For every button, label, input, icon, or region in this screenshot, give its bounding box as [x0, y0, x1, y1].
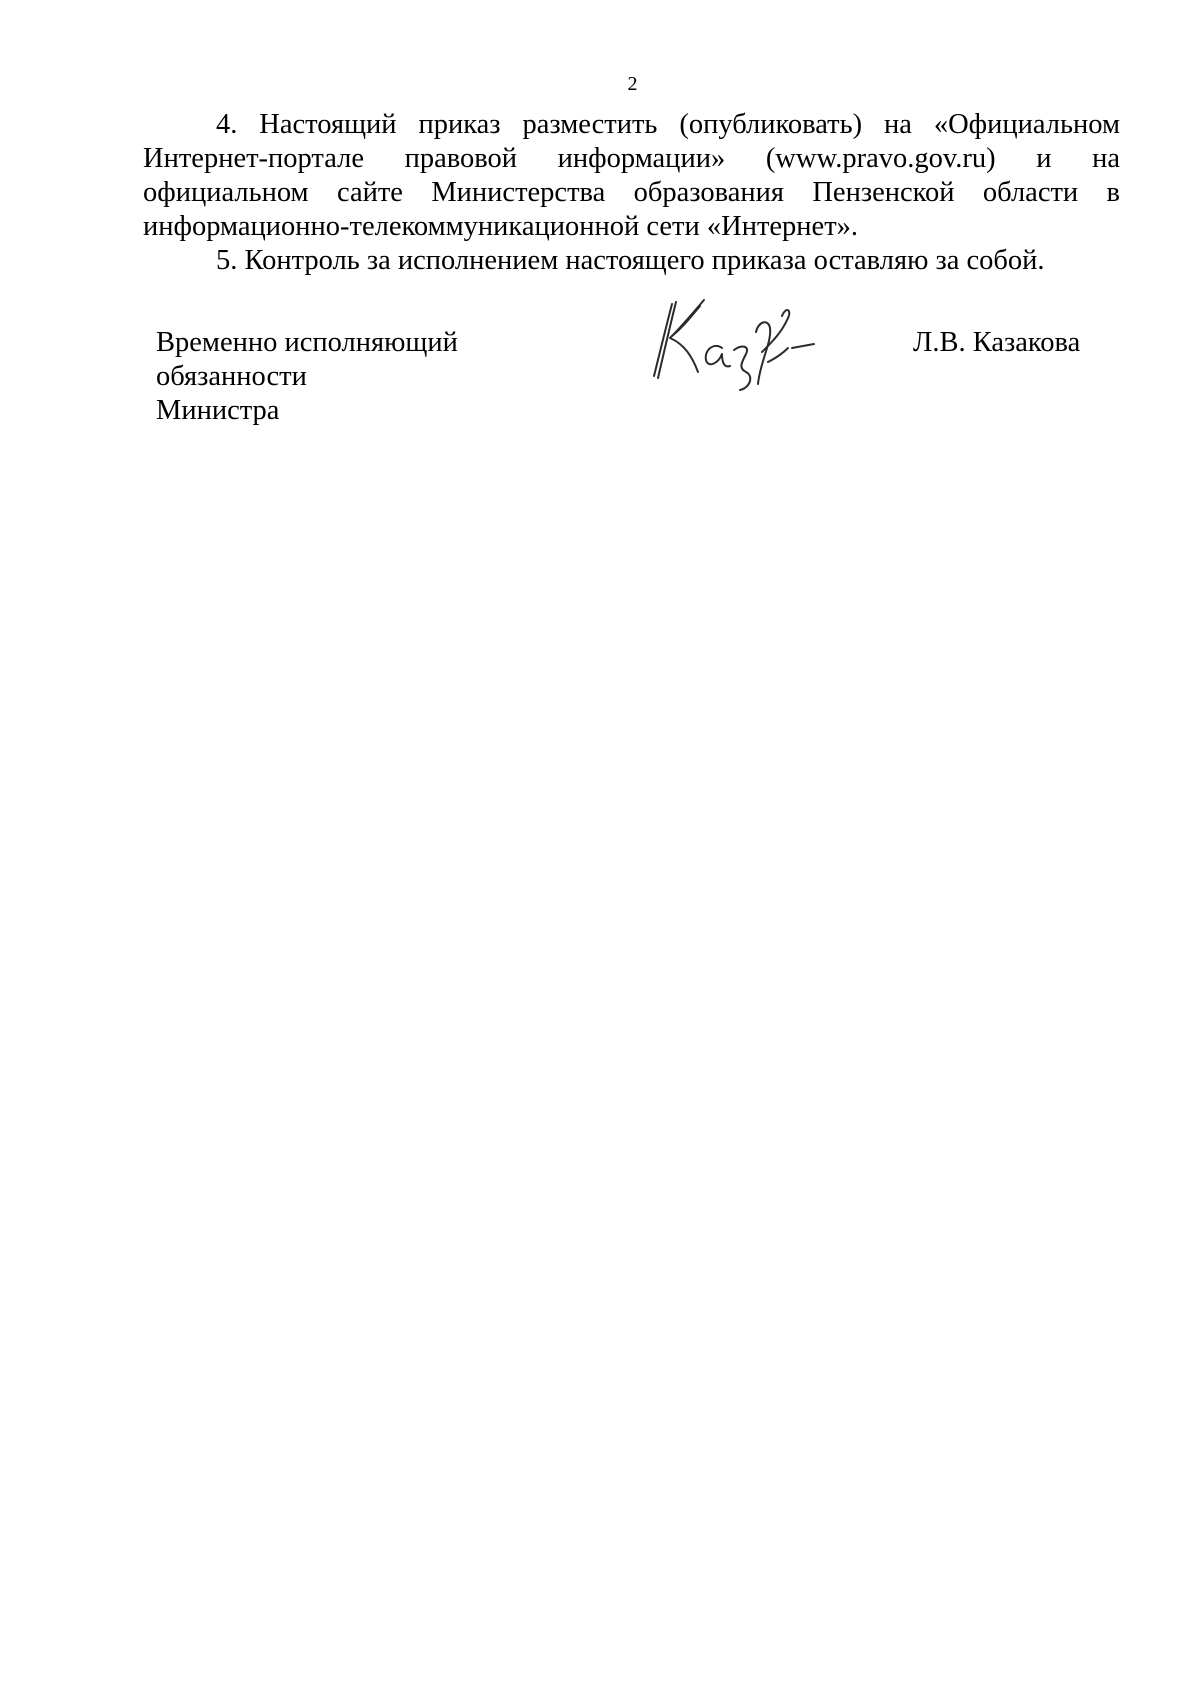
handwritten-signature — [642, 292, 822, 392]
signatory-name: Л.В. Казакова — [913, 327, 1081, 358]
signatory-position — [156, 326, 458, 428]
document-body — [143, 108, 1120, 278]
signatory-position-line: Временно исполняющий — [156, 327, 458, 358]
paragraph-publication: 4. Настоящий приказ разместить (опубликовать) на «Официальном Интернет-портале правовой информации» (www.pravo.gov.ru) и на официальном сайте Министерства образования Пензенской области в информационно-телекоммуникационной сети «Интернет». — [143, 109, 1120, 242]
page-number: 2 — [627, 73, 638, 95]
paragraph-control: 5. Контроль за исполнением настоящего приказа оставляю за собой. — [216, 245, 1045, 276]
signatory-position-line: обязанности — [156, 361, 307, 392]
signatory-position-line: Министра — [156, 395, 280, 426]
